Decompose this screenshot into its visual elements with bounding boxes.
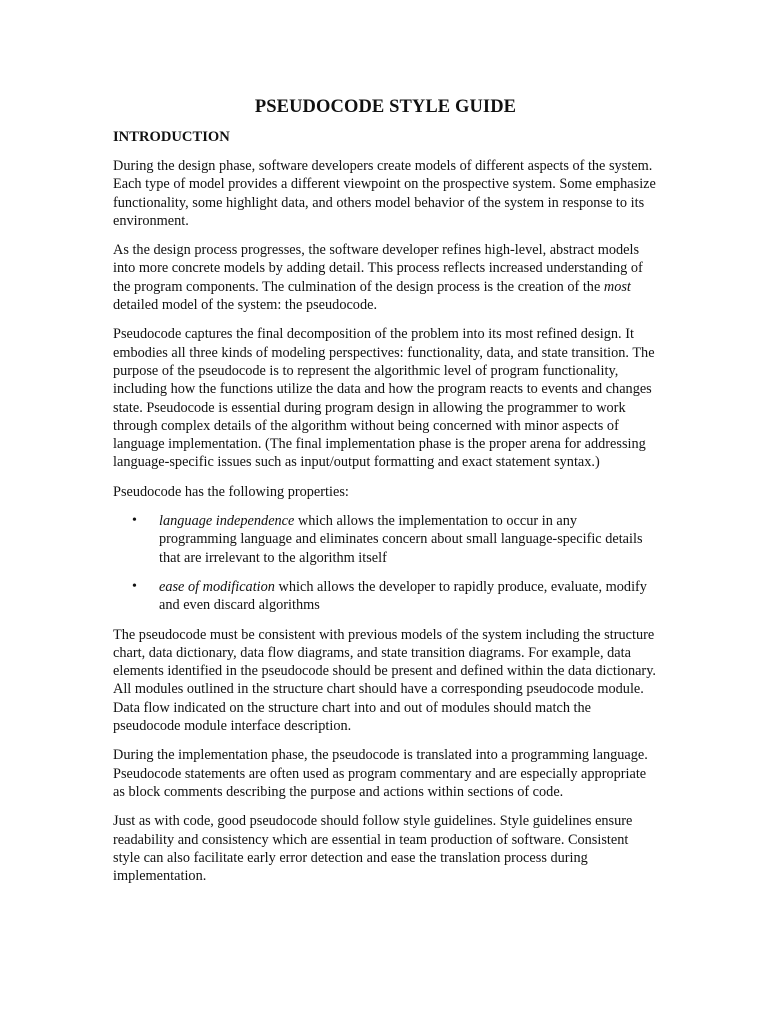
bullet-icon: • (132, 578, 137, 594)
property-term: language independence (159, 513, 295, 530)
paragraph-design-phase: During the design phase, software developers create models of different aspects of the system. Each type of model provides a different viewpoint on the prospective system. Some emphasize functionality, some highlight data, and others model behavior of the system in response to its environment. (113, 158, 656, 229)
document-page (113, 96, 658, 896)
paragraph-style-guidelines: Just as with code, good pseudocode should follow style guidelines. Style guidelines ensure readability and consistency which are essential in team production of software. Consistent style can also facilitate early error detection and ease the translation process during implementation. (113, 813, 633, 885)
paragraph-consistency: The pseudocode must be consistent with previous models of the system including the structure chart, data dictionary, data flow diagrams, and state transition diagrams. For example, data elements identified in the pseudocode should be present and defined within the data dictionary. All modules outlined in the structure chart should have a corresponding pseudocode module. Data flow indicated on the structure chart into and out of modules should match the pseudocode module interface description. (113, 626, 656, 735)
paragraph-pseudocode-captures: Pseudocode captures the final decomposition of the problem into its most refined design. It embodies all three kinds of modeling perspectives: functionality, data, and state transition. The purpose of the pseudocode is to represent the algorithmic level of program functionality, including how the functions utilize the data and how the program reacts to events and changes state. Pseudocode is essential during program design in allowing the programmer to work through complex details of the algorithm without being concerned with minor aspects of language implementation. (The final implementation phase is the proper arena for addressing language-specific issues such as input/output formatting and exact statement syntax.) (113, 326, 655, 471)
paragraph-implementation-phase: During the implementation phase, the pseudocode is translated into a programming language. Pseudocode statements are often used as program commentary and are especially appropriate as block comments describing the purpose and actions within sections of code. (113, 747, 648, 800)
list-item (113, 512, 658, 567)
section-heading-introduction: INTRODUCTION (113, 129, 230, 145)
paragraph-text: As the design process progresses, the software developer refines high-level, abstract models into more concrete models by adding detail. This process reflects increased understanding of the program components. The culmination of the design process is the creation of the (113, 242, 643, 295)
property-description: which allows the implementation to occur in any programming language and eliminates concern about small language-specific details that are irrelevant to the algorithm itself (159, 513, 643, 566)
property-term: ease of modification (159, 578, 275, 595)
property-description: which allows the developer to rapidly produce, evaluate, modify and even discard algorithms (159, 578, 647, 614)
document-title: PSEUDOCODE STYLE GUIDE (254, 97, 517, 117)
paragraph-text: detailed model of the system: the pseudocode. (113, 297, 378, 314)
emphasis-most: most (603, 278, 631, 295)
bullet-icon: • (132, 513, 137, 529)
list-item (113, 578, 658, 615)
properties-list (113, 512, 658, 614)
paragraph-properties-intro: Pseudocode has the following properties: (113, 483, 349, 500)
paragraph-design-process (113, 241, 658, 314)
